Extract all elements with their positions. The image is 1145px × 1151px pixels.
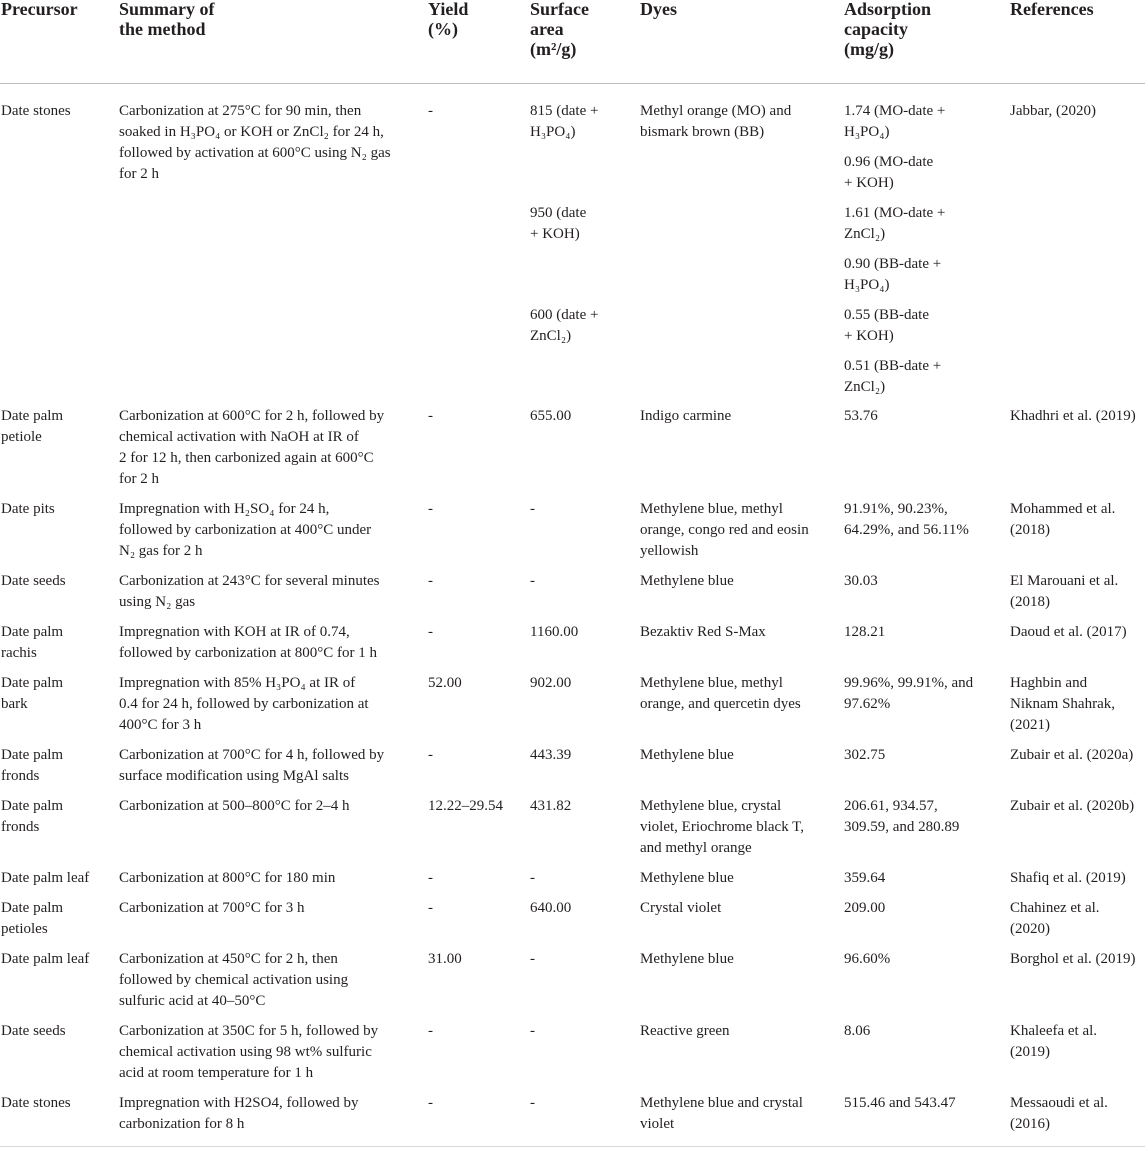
cell-line: Zubair et al. (2020b) — [1010, 798, 1135, 814]
cell-line: 431.82 — [530, 798, 572, 814]
cell-line: - — [530, 501, 535, 517]
cell-line: (2018) — [1010, 594, 1050, 610]
cell-method — [119, 571, 419, 613]
cell-line: Khadhri et al. (2019) — [1010, 408, 1136, 424]
cell-adsorption-capacity — [844, 898, 1004, 919]
cell-adsorption-capacity — [844, 622, 1004, 643]
cell-line: H₃PO₄) — [530, 124, 576, 140]
cell-yield — [428, 673, 518, 694]
cell-line: Indigo carmine — [640, 408, 732, 424]
header-surface-area: Surface area (m²/g) — [530, 0, 589, 59]
cell-line: fronds — [1, 768, 40, 784]
cell-precursor — [1, 868, 113, 889]
cell-line: 99.96%, 99.91%, and — [844, 675, 974, 691]
cell-line: 400°C for 3 h — [119, 717, 202, 733]
cell-precursor — [1, 898, 113, 940]
cell-adsorption-capacity — [844, 673, 1004, 715]
cell-adsorption-capacity — [844, 406, 1004, 427]
cell-line: Messaoudi et al. — [1010, 1095, 1108, 1111]
cell-precursor — [1, 949, 113, 970]
cell-line: Borghol et al. (2019) — [1010, 951, 1136, 967]
cell-yield — [428, 1021, 518, 1042]
header-precursor: Precursor — [1, 0, 78, 19]
cell-adsorption-capacity — [844, 949, 1004, 970]
cell-line: El Marouani et al. — [1010, 573, 1119, 589]
cell-line: 815 (date + — [530, 103, 599, 119]
cell-line: Date palm — [1, 408, 64, 424]
header-dyes: Dyes — [640, 0, 677, 19]
cell-reference — [1010, 745, 1145, 766]
cell-adsorption-capacity — [844, 868, 1004, 889]
cell-dyes — [640, 898, 835, 919]
cell-method — [119, 796, 419, 817]
cell-line: Shafiq et al. (2019) — [1010, 870, 1126, 886]
cell-dyes — [640, 499, 835, 562]
cell-line: H₃PO₄) — [844, 124, 890, 140]
cell-method — [119, 1093, 419, 1135]
cell-yield — [428, 101, 518, 122]
cell-line: - — [530, 951, 535, 967]
cell-surface-area — [530, 898, 630, 919]
capacity-value — [844, 203, 1004, 245]
cell-line: + KOH) — [530, 226, 580, 242]
header-references: References — [1010, 0, 1094, 19]
cell-reference — [1010, 673, 1145, 736]
cell-line: 12.22–29.54 — [428, 798, 503, 814]
cell-line: Carbonization at 275°C for 90 min, then — [119, 103, 362, 119]
cell-line: - — [428, 408, 433, 424]
cell-precursor — [1, 673, 113, 715]
cell-dyes — [640, 406, 835, 427]
cell-line: Carbonization at 600°C for 2 h, followed by — [119, 408, 385, 424]
cell-precursor — [1, 571, 113, 592]
cell-line: 359.64 — [844, 870, 886, 886]
cell-line: violet — [640, 1116, 675, 1132]
cell-precursor — [1, 406, 113, 448]
cell-line: Methylene blue and crystal — [640, 1095, 803, 1111]
cell-line: ZnCl₂) — [844, 379, 886, 395]
cell-line: Crystal violet — [640, 900, 722, 916]
cell-method — [119, 898, 419, 919]
cell-line: H₃PO₄) — [844, 277, 890, 293]
cell-line: (2018) — [1010, 522, 1050, 538]
cell-line: 128.21 — [844, 624, 886, 640]
cell-yield — [428, 796, 518, 817]
cell-reference — [1010, 1021, 1145, 1063]
cell-line: Methylene blue — [640, 747, 734, 763]
cell-line: - — [428, 624, 433, 640]
cell-line: 302.75 — [844, 747, 886, 763]
cell-line: followed by carbonization at 800°C for 1 h — [119, 645, 378, 661]
header-adsorption-capacity: Adsorption capacity (mg/g) — [844, 0, 932, 59]
cell-precursor — [1, 1093, 113, 1114]
cell-line: 443.39 — [530, 747, 572, 763]
surface-area-value — [530, 101, 630, 143]
cell-method — [119, 1021, 419, 1084]
cell-line: 206.61, 934.57, — [844, 798, 938, 814]
cell-line: Methylene blue — [640, 870, 734, 886]
cell-line: Methylene blue, methyl — [640, 675, 783, 691]
cell-line: 640.00 — [530, 900, 572, 916]
cell-line: 0.96 (MO-date — [844, 154, 934, 170]
cell-reference — [1010, 868, 1145, 889]
cell-dyes — [640, 745, 835, 766]
cell-reference — [1010, 499, 1145, 541]
cell-line: rachis — [1, 645, 37, 661]
capacity-value — [844, 254, 1004, 296]
cell-line: Date pits — [1, 501, 55, 517]
cell-line: Carbonization at 800°C for 180 min — [119, 870, 336, 886]
cell-line: petiole — [1, 429, 42, 445]
cell-method — [119, 673, 419, 736]
cell-line: 91.91%, 90.23%, — [844, 501, 948, 517]
cell-line: (2016) — [1010, 1116, 1050, 1132]
table-bottom-rule — [0, 1146, 1145, 1147]
cell-line: + KOH) — [844, 175, 894, 191]
cell-surface-area — [530, 1021, 630, 1042]
cell-line: Date seeds — [1, 1023, 66, 1039]
cell-line: Impregnation with KOH at IR of 0.74, — [119, 624, 350, 640]
cell-dyes — [640, 1093, 835, 1135]
cell-adsorption-capacity — [844, 499, 1004, 541]
cell-adsorption-capacity — [844, 796, 1004, 838]
cell-line: - — [530, 870, 535, 886]
cell-line: acid at room temperature for 1 h — [119, 1065, 314, 1081]
cell-adsorption-capacity — [844, 571, 1004, 592]
cell-line: for 2 h — [119, 166, 159, 182]
capacity-value — [844, 101, 1004, 143]
cell-reference — [1010, 1093, 1145, 1135]
cell-adsorption-capacity — [844, 745, 1004, 766]
capacity-value — [844, 356, 1004, 398]
cell-line: Date stones — [1, 103, 71, 119]
cell-line: - — [428, 900, 433, 916]
cell-surface-area — [530, 571, 630, 592]
cell-line: - — [428, 747, 433, 763]
cell-line: 52.00 — [428, 675, 462, 691]
cell-line: Carbonization at 350C for 5 h, followed by — [119, 1023, 379, 1039]
cell-line: Carbonization at 700°C for 3 h — [119, 900, 305, 916]
capacity-value — [844, 152, 1004, 194]
cell-line: Methylene blue, crystal — [640, 798, 782, 814]
cell-line: Daoud et al. (2017) — [1010, 624, 1127, 640]
cell-line: + KOH) — [844, 328, 894, 344]
cell-reference — [1010, 898, 1145, 940]
cell-line: chemical activation using 98 wt% sulfuric — [119, 1044, 372, 1060]
cell-line: 1.61 (MO-date + — [844, 205, 946, 221]
cell-line: - — [428, 573, 433, 589]
cell-line: 96.60% — [844, 951, 891, 967]
cell-surface-area — [530, 622, 630, 643]
cell-reference — [1010, 622, 1145, 643]
cell-line: petioles — [1, 921, 48, 937]
cell-dyes — [640, 571, 835, 592]
cell-line: 209.00 — [844, 900, 886, 916]
cell-line: Date palm leaf — [1, 870, 90, 886]
cell-line: 515.46 and 543.47 — [844, 1095, 956, 1111]
cell-dyes — [640, 868, 835, 889]
cell-line: Date palm — [1, 798, 64, 814]
cell-line: using N₂ gas — [119, 594, 196, 610]
cell-line: (2019) — [1010, 1044, 1050, 1060]
cell-line: sulfuric acid at 40–50°C — [119, 993, 266, 1009]
cell-line: (2021) — [1010, 717, 1050, 733]
cell-line: bark — [1, 696, 28, 712]
cell-surface-area — [530, 673, 630, 694]
cell-yield — [428, 571, 518, 592]
cell-line: 53.76 — [844, 408, 878, 424]
cell-line: Methylene blue, methyl — [640, 501, 783, 517]
cell-line: and methyl orange — [640, 840, 752, 856]
surface-area-value — [530, 203, 630, 245]
cell-line: 2 for 12 h, then carbonized again at 600°C — [119, 450, 374, 466]
cell-precursor — [1, 1021, 113, 1042]
cell-method — [119, 745, 419, 787]
cell-line: 0.55 (BB-date — [844, 307, 929, 323]
cell-line: for 2 h — [119, 471, 159, 487]
cell-line: 0.90 (BB-date + — [844, 256, 942, 272]
cell-surface-area — [530, 499, 630, 520]
cell-yield — [428, 868, 518, 889]
cell-line: N₂ gas for 2 h — [119, 543, 203, 559]
cell-yield — [428, 1093, 518, 1114]
header-method: Summary of the method — [119, 0, 215, 39]
cell-line: Impregnation with 85% H₃PO₄ at IR of — [119, 675, 356, 691]
cell-adsorption-capacity — [844, 1021, 1004, 1042]
cell-line: - — [428, 103, 433, 119]
cell-line: 31.00 — [428, 951, 462, 967]
cell-line: 8.06 — [844, 1023, 871, 1039]
surface-area-value — [530, 305, 630, 347]
cell-reference — [1010, 796, 1145, 817]
cell-line: orange, congo red and eosin — [640, 522, 809, 538]
cell-dyes — [640, 1021, 835, 1042]
cell-line: Carbonization at 500–800°C for 2–4 h — [119, 798, 350, 814]
cell-dyes — [640, 622, 835, 643]
cell-precursor — [1, 622, 113, 664]
cell-line: orange, and quercetin dyes — [640, 696, 801, 712]
cell-line: Mohammed et al. — [1010, 501, 1116, 517]
cell-line: Date palm leaf — [1, 951, 90, 967]
cell-method — [119, 406, 419, 490]
cell-line: Carbonization at 450°C for 2 h, then — [119, 951, 338, 967]
cell-surface-area — [530, 406, 630, 427]
cell-yield — [428, 898, 518, 919]
cell-line: bismark brown (BB) — [640, 124, 765, 140]
cell-line: (2020) — [1010, 921, 1050, 937]
cell-adsorption-capacity — [844, 1093, 1004, 1114]
cell-dyes — [640, 101, 835, 143]
cell-line: Date palm — [1, 624, 64, 640]
cell-precursor — [1, 499, 113, 520]
cell-line: Methylene blue — [640, 951, 734, 967]
cell-line: Zubair et al. (2020a) — [1010, 747, 1134, 763]
cell-yield — [428, 406, 518, 427]
cell-line: Methyl orange (MO) and — [640, 103, 792, 119]
cell-method — [119, 622, 419, 664]
cell-line: - — [428, 1023, 433, 1039]
cell-dyes — [640, 673, 835, 715]
cell-line: 1.74 (MO-date + — [844, 103, 946, 119]
cell-line: followed by chemical activation using — [119, 972, 349, 988]
cell-reference — [1010, 406, 1145, 427]
cell-line: 1160.00 — [530, 624, 579, 640]
cell-method — [119, 499, 419, 562]
cell-line: - — [428, 1095, 433, 1111]
cell-line: Date stones — [1, 1095, 71, 1111]
header-yield: Yield (%) — [428, 0, 469, 39]
cell-method — [119, 101, 419, 185]
capacity-value — [844, 305, 1004, 347]
cell-line: 0.51 (BB-date + — [844, 358, 942, 374]
cell-line: followed by activation at 600°C using N₂ gas — [119, 145, 391, 161]
cell-line: surface modification using MgAl salts — [119, 768, 349, 784]
cell-line: 0.4 for 24 h, followed by carbonization at — [119, 696, 369, 712]
cell-dyes — [640, 796, 835, 859]
cell-line: 64.29%, and 56.11% — [844, 522, 969, 538]
cell-line: Carbonization at 700°C for 4 h, followed by — [119, 747, 385, 763]
cell-line: 902.00 — [530, 675, 572, 691]
cell-line: Carbonization at 243°C for several minutes — [119, 573, 380, 589]
cell-line: Bezaktiv Red S-Max — [640, 624, 766, 640]
cell-yield — [428, 622, 518, 643]
cell-line: Chahinez et al. — [1010, 900, 1100, 916]
cell-line: - — [530, 573, 535, 589]
cell-precursor — [1, 796, 113, 838]
cell-line: carbonization for 8 h — [119, 1116, 245, 1132]
cell-method — [119, 949, 419, 1012]
cell-surface-area — [530, 1093, 630, 1114]
cell-line: soaked in H₃PO₄ or KOH or ZnCl₂ for 24 h, — [119, 124, 384, 140]
cell-line: 30.03 — [844, 573, 878, 589]
cell-line: ZnCl₂) — [530, 328, 572, 344]
cell-reference — [1010, 571, 1145, 613]
cell-line: yellowish — [640, 543, 699, 559]
cell-precursor — [1, 101, 113, 122]
cell-line: Impregnation with H2SO4, followed by — [119, 1095, 359, 1111]
cell-line: Date palm — [1, 900, 64, 916]
cell-line: fronds — [1, 819, 40, 835]
cell-surface-area — [530, 949, 630, 970]
cell-yield — [428, 745, 518, 766]
cell-line: Niknam Shahrak, — [1010, 696, 1115, 712]
cell-line: 655.00 — [530, 408, 572, 424]
cell-line: - — [428, 501, 433, 517]
cell-line: Haghbin and — [1010, 675, 1088, 691]
cell-line: - — [428, 870, 433, 886]
cell-surface-area — [530, 745, 630, 766]
cell-yield — [428, 949, 518, 970]
cell-line: Khaleefa et al. — [1010, 1023, 1098, 1039]
cell-method — [119, 868, 419, 889]
cell-line: Jabbar, (2020) — [1010, 103, 1097, 119]
cell-reference — [1010, 101, 1145, 122]
cell-line: - — [530, 1095, 535, 1111]
cell-precursor — [1, 745, 113, 787]
cell-line: Reactive green — [640, 1023, 730, 1039]
cell-surface-area — [530, 796, 630, 817]
cell-line: Methylene blue — [640, 573, 734, 589]
cell-yield — [428, 499, 518, 520]
cell-surface-area — [530, 868, 630, 889]
cell-line: followed by carbonization at 400°C under — [119, 522, 372, 538]
cell-line: - — [530, 1023, 535, 1039]
cell-line: violet, Eriochrome black T, — [640, 819, 804, 835]
cell-line: Impregnation with H₂SO₄ for 24 h, — [119, 501, 330, 517]
cell-line: 950 (date — [530, 205, 587, 221]
cell-line: 600 (date + — [530, 307, 599, 323]
cell-line: ZnCl₂) — [844, 226, 886, 242]
cell-line: Date seeds — [1, 573, 66, 589]
cell-line: chemical activation with NaOH at IR of — [119, 429, 359, 445]
cell-line: Date palm — [1, 747, 64, 763]
cell-line: 97.62% — [844, 696, 891, 712]
table-header — [0, 0, 1145, 83]
cell-reference — [1010, 949, 1145, 970]
cell-line: Date palm — [1, 675, 64, 691]
cell-line: 309.59, and 280.89 — [844, 819, 960, 835]
cell-dyes — [640, 949, 835, 970]
